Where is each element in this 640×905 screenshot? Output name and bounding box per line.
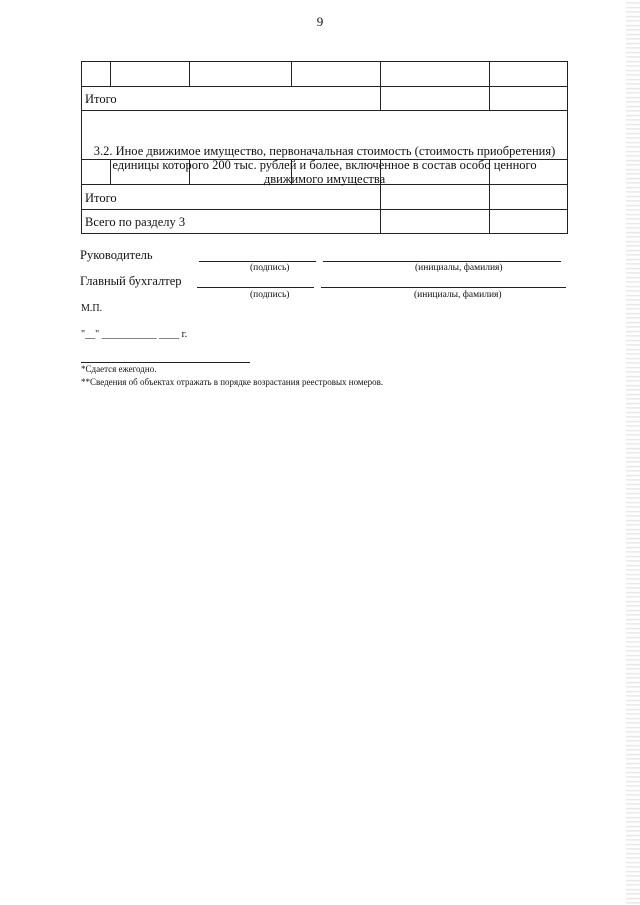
section-heading-line: единицы которого 200 тыс. рублей и более, включенное в состав особо ценного [112,158,537,172]
accountant-signature-hint: (подпись) [250,290,290,300]
section-3-2-heading [81,144,568,186]
section-heading-line: движимого имущества [263,172,386,186]
section-total-label: Всего по разделу 3 [85,215,186,229]
footnote-order: **Сведения об объектах отражать в порядке возрастания реестровых номеров. [81,377,384,387]
footnote-annual: *Сдается ежегодно. [81,364,157,374]
section-heading-line: 3.2. Иное движимое имущество, первоначальная стоимость (стоимость приобретения) [93,144,556,158]
itogo-row-label-2: Итого [85,191,117,205]
head-name-hint: (инициалы, фамилия) [415,263,503,273]
stamp-label: М.П. [81,303,103,314]
head-signature-hint: (подпись) [250,263,290,273]
scan-edge-noise [626,0,640,905]
page-number: 9 [316,14,324,29]
accountant-label: Главный бухгалтер [80,274,182,288]
itogo-row-label-1: Итого [85,92,117,106]
accountant-name-hint: (инициалы, фамилия) [414,290,502,300]
head-label: Руководитель [80,248,153,262]
date-line: "__" ___________ ____ г. [81,329,188,340]
